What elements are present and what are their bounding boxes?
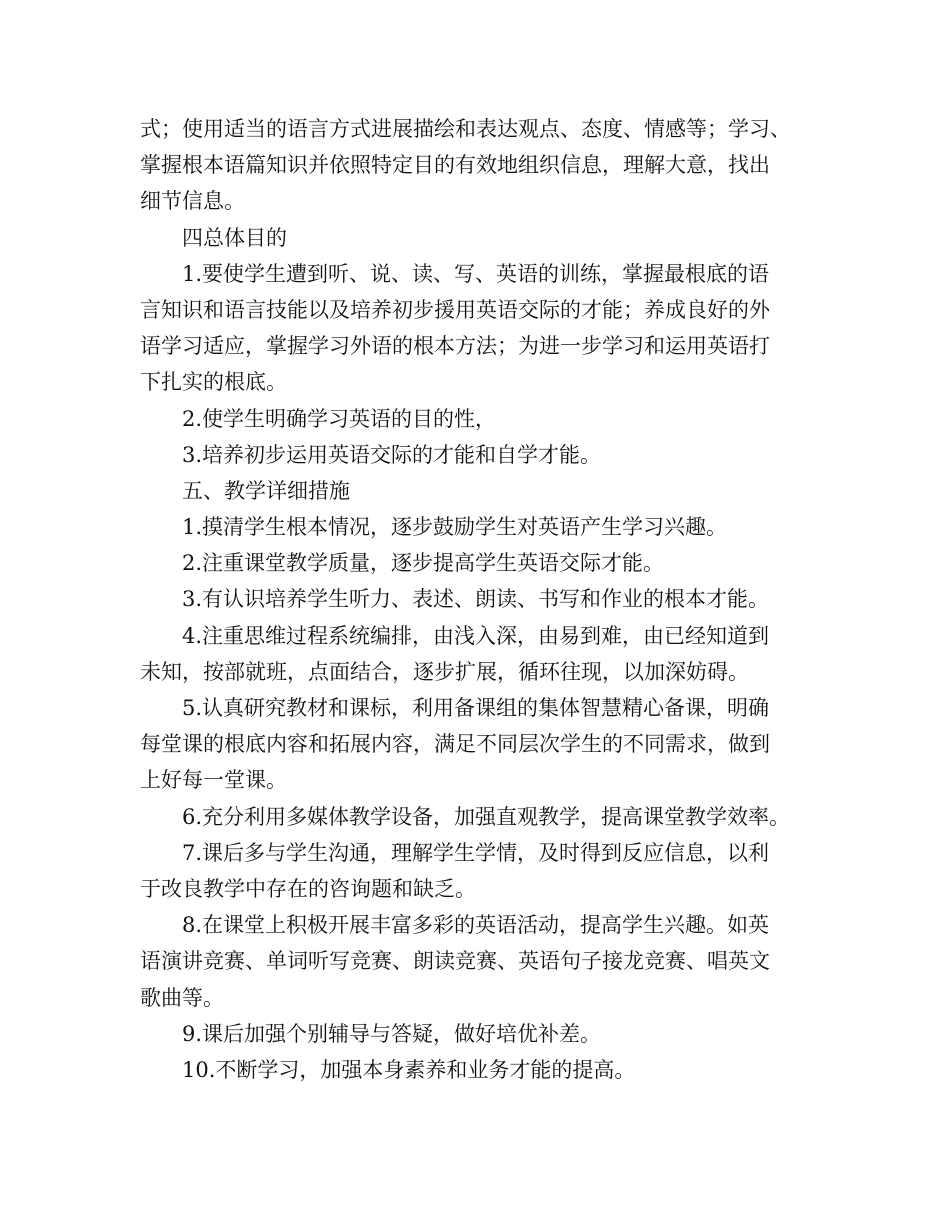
text-line: 2.注重课堂教学质量，逐步提高学生英语交际才能。 [182,551,665,576]
text-line: 3.培养初步运用英语交际的才能和自学才能。 [182,442,602,467]
text-line: 掌握根本语篇知识并依照特定目的有效地组织信息，理解大意，找出 [140,153,770,178]
text-line: 下扎实的根底。 [140,370,287,395]
text-line: 4.注重思维过程系统编排，由浅入深，由易到难，由已经知道到 [182,623,770,648]
measure-item-9 [140,1016,815,1052]
text-line: 语学习适应，掌握学习外语的根本方法；为进一步学习和运用英语打 [140,334,770,359]
text-line: 细节信息。 [140,189,245,214]
text-line: 每堂课的根底内容和拓展内容，满足不同层次学生的不同需求，做到 [140,732,770,757]
measure-item-3 [140,581,815,617]
measure-item-5 [140,690,815,799]
measure-item-8 [140,907,815,1016]
text-line: 1.摸清学生根本情况，逐步鼓励学生对英语产生学习兴趣。 [182,515,728,540]
text-line: 10.不断学习，加强本身素养和业务才能的提高。 [182,1057,636,1082]
text-line: 2.使学生明确学习英语的目的性， [182,406,497,431]
measure-item-7 [140,835,815,907]
measure-item-6 [140,799,815,835]
text-line: 7.课后多与学生沟通，理解学生学情，及时得到反应信息，以利 [182,840,770,865]
text-line: 上好每一堂课。 [140,768,287,793]
section-heading-overall-goals [140,220,815,256]
goal-item-2 [140,401,815,437]
text-line: 于改良教学中存在的咨询题和缺乏。 [140,876,476,901]
document-page [140,111,815,1088]
text-line: 3.有认识培养学生听力、表述、朗读、书写和作业的根本才能。 [182,587,770,612]
text-line: 8.在课堂上积极开展丰富多彩的英语活动，提高学生兴趣。如英 [182,913,770,938]
measure-item-1 [140,509,815,545]
measure-item-10 [140,1052,815,1088]
text-line: 5.认真研究教材和课标，利用备课组的集体智慧精心备课，明确 [182,696,770,720]
text-line: 9.课后加强个别辅导与答疑，做好培优补差。 [182,1021,602,1046]
heading-line: 四总体目的 [182,225,287,250]
measure-item-4 [140,618,815,690]
paragraph [140,111,815,220]
text-line: 言知识和语言技能以及培养初步援用英语交际的才能；养成良好的外 [140,297,770,322]
text-line: 6.充分利用多媒体教学设备，加强直观教学，提高课堂教学效率。 [182,804,791,829]
text-line: 语演讲竞赛、单词听写竞赛、朗读竞赛、英语句子接龙竞赛、唱英文 [140,949,770,974]
text-line: 式；使用适当的语言方式进展描绘和表达观点、态度、情感等；学习、 [140,117,791,141]
section-heading-teaching-measures [140,473,815,509]
goal-item-3 [140,437,815,473]
measure-item-2 [140,545,815,581]
text-line: 未知，按部就班，点面结合，逐步扩展，循环往现，以加深妨碍。 [140,659,749,684]
text-line: 1.要使学生遭到听、说、读、写、英语的训练，掌握最根底的语 [182,261,770,286]
heading-line: 五、教学详细措施 [182,478,350,503]
goal-item-1 [140,256,815,401]
text-line: 歌曲等。 [140,985,224,1010]
